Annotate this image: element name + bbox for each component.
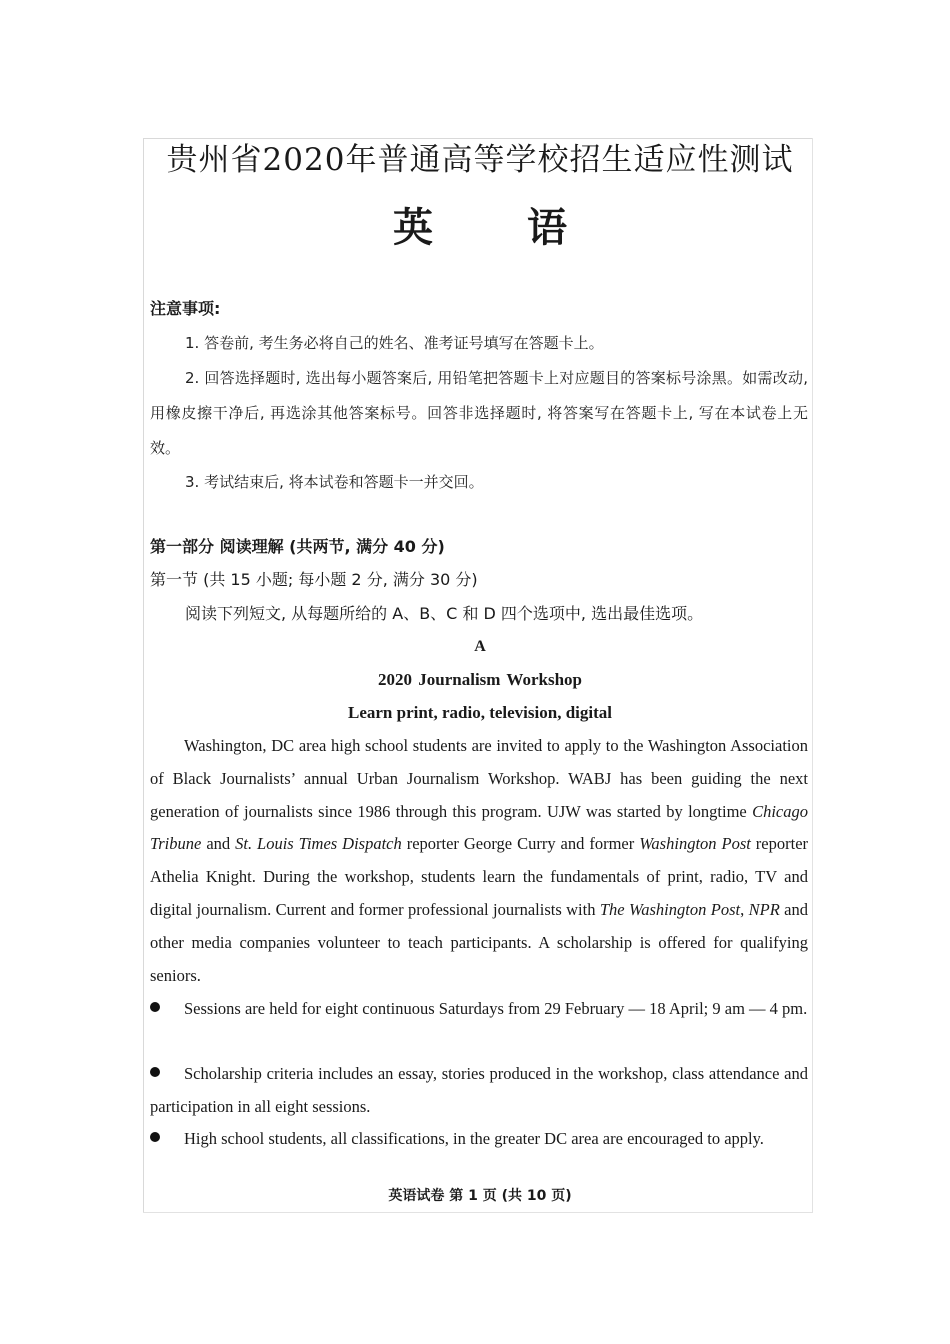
section-instruction: 阅读下列短文, 从每题所给的 A、B、C 和 D 四个选项中, 选出最佳选项。 — [185, 604, 704, 623]
bullet-item — [150, 1123, 808, 1156]
passage-letter: A — [474, 638, 486, 655]
paragraph-text: Washington, DC area high school students are invited to apply to the Washington Association of Black Journalists’ annual Urban Journalism Workshop. WABJ has been guiding the next generation of journalists since 1986 through this program. UJW was started by longtime — [150, 736, 808, 821]
bullet-item — [150, 993, 808, 1026]
notice-item-2: 2. 回答选择题时, 选出每小题答案后, 用铅笔把答题卡上对应题目的答案标号涂黑。如需改动, 用橡皮擦干净后, 再选涂其他答案标号。回答非选择题时, 将答案写在答题卡上, 写在本试卷上无效。 — [150, 369, 808, 457]
exam-title: 贵州省2020年普通高等学校招生适应性测试 — [166, 142, 794, 178]
notice-item-1: 1. 答卷前, 考生务必将自己的姓名、准考证号填写在答题卡上。 — [185, 334, 604, 352]
paragraph-text: and — [201, 834, 236, 854]
section-heading: 第一节 (共 15 小题; 每小题 2 分, 满分 30 分) — [150, 570, 478, 589]
paragraph-text: reporter George Curry and former — [401, 834, 640, 854]
notice-heading: 注意事项: — [150, 299, 221, 318]
paragraph-text: , — [740, 899, 749, 919]
page-border-left — [143, 138, 144, 1213]
bullet-text: High school students, all classifications, in the greater DC area are encouraged to apply. — [184, 1129, 764, 1148]
part-heading: 第一部分 阅读理解 (共两节, 满分 40 分) — [150, 537, 445, 556]
bullet-text: Scholarship criteria includes an essay, stories produced in the workshop, class attendance and participation in all eight sessions. — [150, 1064, 808, 1116]
publication-name: The Washington Post — [599, 899, 741, 919]
passage-paragraph — [150, 730, 808, 992]
passage-subtitle: Learn print, radio, television, digital — [348, 703, 612, 722]
bullet-icon — [150, 1002, 160, 1012]
publication-name: Chicago Tribune — [150, 801, 808, 854]
subject-title: 英 语 — [393, 204, 607, 251]
bullet-item — [150, 1058, 808, 1124]
bullet-icon — [150, 1132, 160, 1142]
page-footer: 英语试卷 第 1 页 (共 10 页) — [388, 1188, 572, 1204]
publication-name: Washington Post — [639, 834, 751, 854]
page-border-right — [812, 138, 813, 1213]
paragraph-text: reporter Athelia Knight. During the workshop, students learn the fundamentals of print, radio, TV and digital journalism. Current and former professional journalists with — [150, 834, 809, 919]
bullet-text: Sessions are held for eight continuous Saturdays from 29 February — 18 April; 9 am — 4 pm. — [184, 999, 808, 1018]
passage-title: 2020 Journalism Workshop — [378, 670, 582, 689]
publication-name: St. Louis Times Dispatch — [235, 834, 402, 854]
publication-name: NPR — [748, 899, 780, 919]
page-border-bottom — [143, 1212, 813, 1213]
paragraph-text: and other media companies volunteer to teach participants. A scholarship is offered for qualifying seniors. — [150, 899, 809, 985]
notice-item-3: 3. 考试结束后, 将本试卷和答题卡一并交回。 — [185, 473, 484, 491]
bullet-icon — [150, 1067, 160, 1077]
